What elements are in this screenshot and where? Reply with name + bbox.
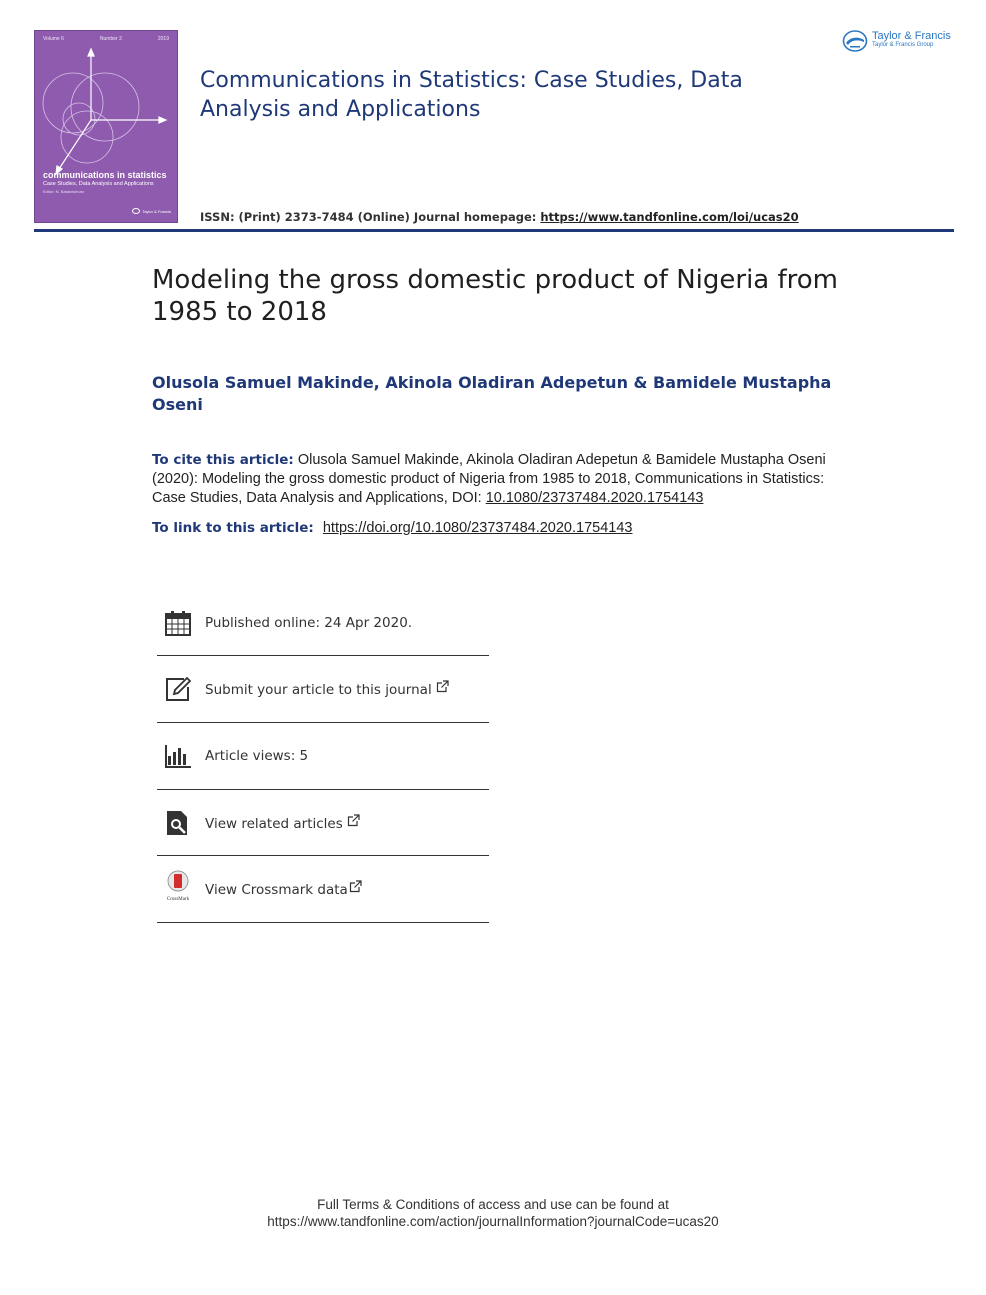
crossmark-link[interactable] [205,880,362,898]
crossmark-row[interactable] [157,856,489,923]
related-row[interactable] [157,790,489,856]
cover-subtitle: Case Studies, Data Analysis and Applications [43,181,154,187]
cover-header [35,36,177,42]
calendar-icon [164,609,192,637]
views-row [157,723,489,790]
article-title: Modeling the gross domestic product of Nigeria from 1985 to 2018 [152,265,838,327]
journal-cover [34,30,178,223]
journal-homepage-link[interactable]: https://www.tandfonline.com/loi/ucas20 [540,210,799,224]
taylor-francis-logo-icon [842,30,868,52]
article-info-list [157,590,489,923]
crossmark-icon [164,870,192,894]
submit-row[interactable] [157,656,489,723]
cover-publisher-logo [132,208,140,214]
publisher-group: Taylor & Francis Group [872,42,934,48]
cover-year: 2019 [157,36,169,42]
cover-number: Number 2 [99,36,122,42]
footer-terms-text: Full Terms & Conditions of access and use can be found at [317,1197,669,1212]
published-date: Published online: 24 Apr 2020. [205,614,413,631]
link-label: To link to this article: [152,520,314,536]
cover-volume: Volume 6 [43,36,64,42]
cover-title: communications in statistics [43,170,167,180]
publisher-name: Taylor & Francis [872,30,951,42]
external-link-icon [349,880,362,893]
footer [0,1196,986,1230]
journal-title: Communications in Statistics: Case Studies, Data Analysis and Applications [200,68,743,122]
publisher-logo[interactable] [842,30,951,52]
cover-publisher [132,208,171,214]
edit-icon [164,675,192,703]
article-link-block [152,520,632,536]
cover-publisher-name: Taylor & Francis [142,208,171,214]
crossmark-label: CrossMark [166,897,190,902]
cite-text: Olusola Samuel Makinde, Akinola Oladiran Adepetun & Bamidele Mustapha Oseni (2020): Modeling the gross domestic product of Nigeria from 1985 to 2018, Communications in Statistics: Case Studies, Data Analysis and Applications, DOI: [152,452,826,506]
article-doi-url[interactable]: https://doi.org/10.1080/23737484.2020.1754143 [322,520,633,536]
external-link-icon [436,680,449,693]
submit-article-link[interactable] [205,680,449,698]
related-search-icon [164,809,192,837]
article-authors: Olusola Samuel Makinde, Akinola Oladiran Adepetun & Bamidele Mustapha Oseni [152,373,832,414]
related-label: View related articles [205,815,343,832]
citation-block [152,451,852,508]
external-link-icon [347,814,360,827]
issn-line [200,210,799,224]
submit-label: Submit your article to this journal [205,682,432,698]
crossmark-badge [164,870,192,902]
cover-editor: Editor: N. Balakrishnan [43,189,84,194]
related-articles-link[interactable] [205,814,360,832]
crossmark-text: View Crossmark data [205,882,348,898]
footer-terms-link[interactable]: https://www.tandfonline.com/action/journalInformation?journalCode=ucas20 [267,1214,719,1229]
cite-label: To cite this article: [152,452,294,468]
published-row [157,590,489,656]
issn-text: ISSN: (Print) 2373-7484 (Online) Journal homepage: [200,210,541,224]
cover-artwork [35,45,178,175]
doi-link[interactable]: 10.1080/23737484.2020.1754143 [485,490,704,506]
header-divider [34,229,954,232]
article-views: Article views: 5 [205,748,309,764]
bar-chart-icon [164,742,192,770]
